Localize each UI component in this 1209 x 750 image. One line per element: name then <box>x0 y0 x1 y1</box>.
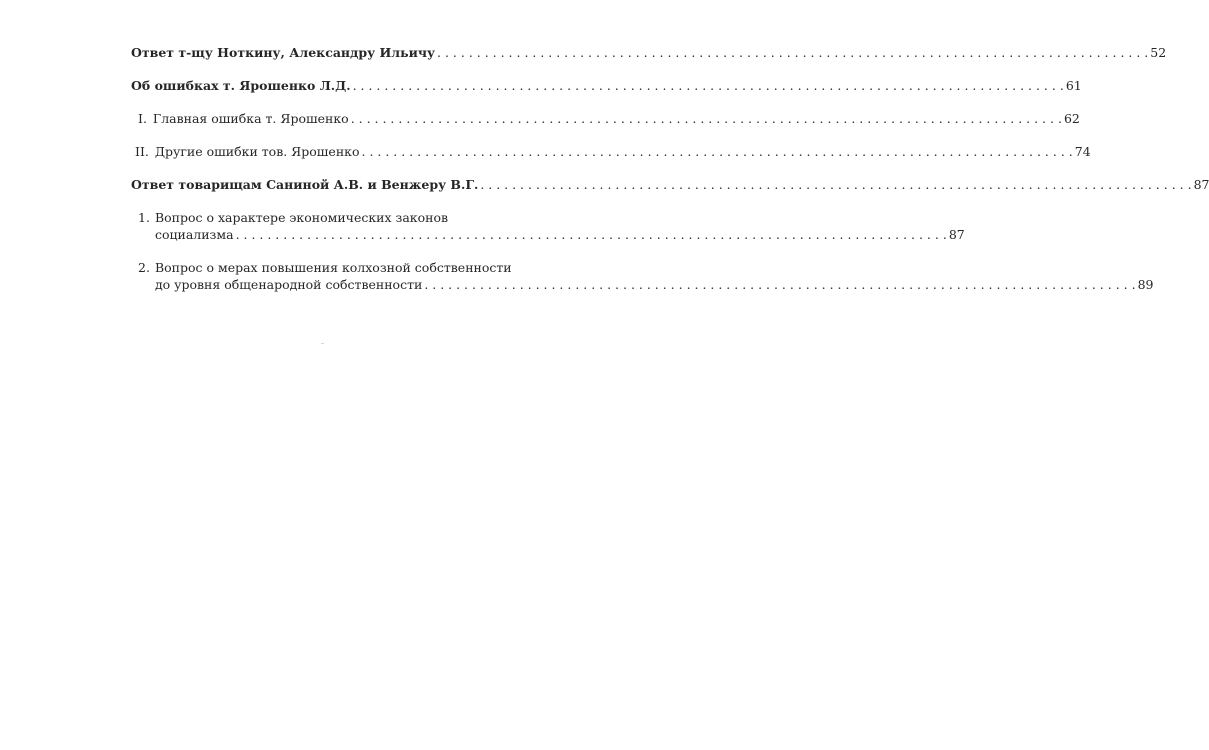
dot-leader <box>437 44 1148 61</box>
toc-entry-title-line1: Вопрос о характере экономических законов <box>154 210 449 225</box>
toc-entry-title: Ответ товарищам Саниной А.В. и Венжеру В.Г. <box>131 177 479 192</box>
toc-entry-title: Ответ т-щу Ноткину, Александру Ильичу <box>131 45 436 60</box>
toc-entry-yaroshenko-errors[interactable] <box>131 77 1082 94</box>
dot-leader <box>424 276 1135 293</box>
toc-entry-number: 2. <box>138 260 150 275</box>
toc-entry-title: Главная ошибка т. Ярошенко <box>152 111 349 126</box>
toc-entry-other-errors[interactable] <box>135 143 1091 160</box>
toc-entry-number: I. <box>138 111 147 126</box>
toc-entry-number: II. <box>135 144 149 159</box>
toc-entry-page: 61 <box>1065 78 1082 93</box>
toc-entry-page: 52 <box>1150 45 1167 60</box>
toc-entry-title: Другие ошибки тов. Ярошенко <box>154 144 360 159</box>
toc-entry-page: 89 <box>1137 277 1154 292</box>
toc-entry-page: 74 <box>1074 144 1091 159</box>
toc-entry-title: Об ошибках т. Ярошенко Л.Д. <box>131 78 351 93</box>
page-mark <box>321 343 324 344</box>
toc-entry-page: 87 <box>948 227 965 242</box>
dot-leader <box>236 226 947 243</box>
dot-leader <box>362 143 1073 160</box>
toc-entry-title-line2: социализма <box>154 227 234 242</box>
dot-leader <box>480 176 1191 193</box>
toc-entry-title-line1: Вопрос о мерах повышения колхозной собственности <box>154 260 512 275</box>
toc-entry-sanina-venzher[interactable] <box>131 176 1209 193</box>
toc-entry-page: 62 <box>1063 111 1080 126</box>
toc-entry-economic-laws[interactable] <box>138 209 965 243</box>
table-of-contents <box>131 44 1209 293</box>
toc-entry-number: 1. <box>138 210 150 225</box>
dot-leader <box>351 110 1062 127</box>
toc-entry-main-error[interactable] <box>138 110 1080 127</box>
dot-leader <box>353 77 1064 94</box>
toc-entry-notkin[interactable] <box>131 44 1167 61</box>
toc-entry-title-line2: до уровня общенародной собственности <box>154 277 423 292</box>
toc-entry-kolkhoz-property[interactable] <box>138 259 1154 293</box>
toc-entry-page: 87 <box>1193 177 1209 192</box>
